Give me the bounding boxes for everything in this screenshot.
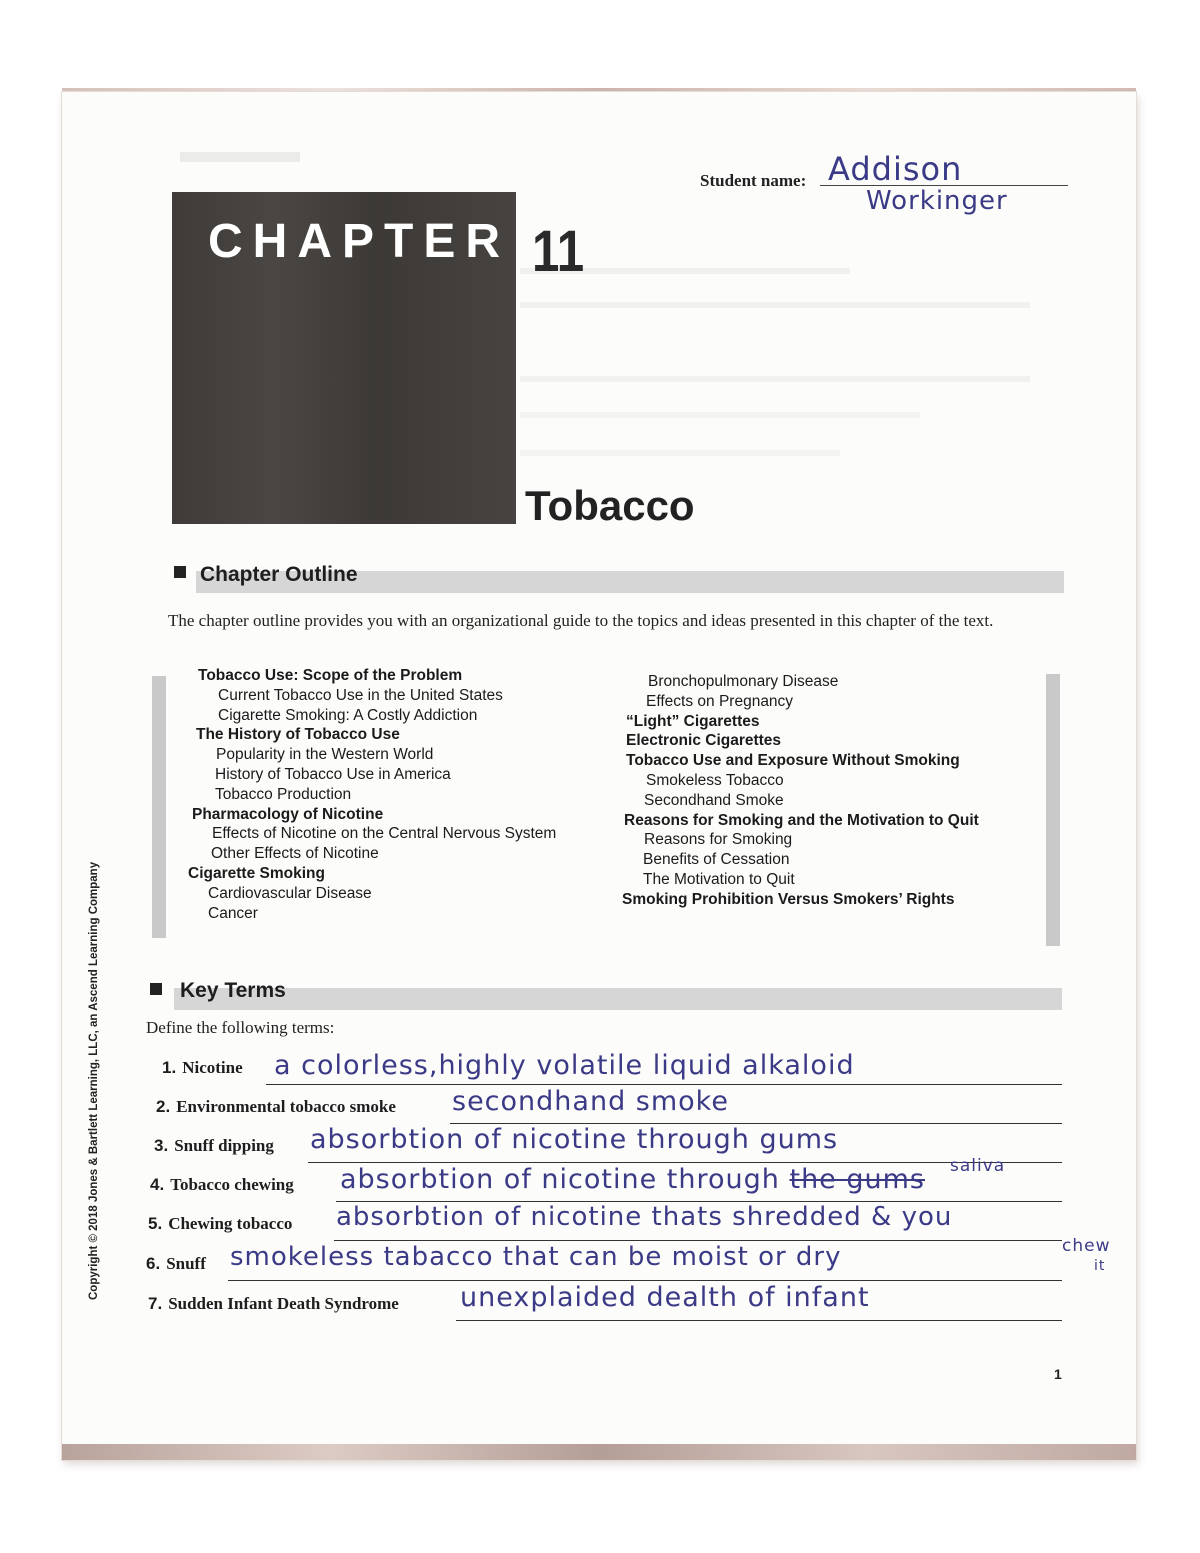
term-name: Snuff dipping bbox=[174, 1136, 274, 1155]
bleed-through bbox=[520, 302, 1030, 308]
term-number: 6. bbox=[146, 1254, 161, 1273]
bleed-through bbox=[520, 412, 920, 418]
answer-line bbox=[308, 1162, 1062, 1163]
outline-subitem: Smokeless Tobacco bbox=[646, 772, 784, 789]
term-label bbox=[150, 1175, 294, 1195]
chapter-number: 11 bbox=[532, 219, 585, 284]
term-name: Tobacco chewing bbox=[170, 1175, 294, 1194]
outline-subitem: Cancer bbox=[208, 904, 258, 922]
chapter-title: Tobacco bbox=[525, 482, 695, 529]
term-label bbox=[148, 1214, 292, 1234]
outline-heading-item: The History of Tobacco Use bbox=[196, 726, 400, 744]
term-answer-text: absorbtion of nicotine through bbox=[340, 1164, 780, 1195]
outline-subitem: Current Tobacco Use in the United States bbox=[218, 686, 503, 704]
student-name-first[interactable]: Addison bbox=[828, 150, 963, 188]
outline-subitem: The Motivation to Quit bbox=[643, 871, 795, 888]
key-terms-instruction: Define the following terms: bbox=[146, 1018, 335, 1037]
outline-subitem: History of Tobacco Use in America bbox=[215, 766, 451, 783]
term-answer[interactable]: unexplaided dealth of infant bbox=[460, 1282, 870, 1313]
struck-out-text: the gums bbox=[789, 1164, 925, 1195]
term-name: Chewing tobacco bbox=[168, 1214, 293, 1233]
answer-line bbox=[456, 1320, 1062, 1321]
term-answer[interactable]: absorbtion of nicotine through gums bbox=[310, 1124, 839, 1155]
outline-subitem: Tobacco Production bbox=[215, 785, 352, 803]
outline-intro: The chapter outline provides you with an organizational guide to the topics and ideas presented in this chapter of the text. bbox=[168, 611, 994, 630]
term-number: 3. bbox=[154, 1136, 169, 1155]
section-bullet-icon bbox=[150, 983, 162, 995]
outline-subitem: Benefits of Cessation bbox=[643, 851, 790, 869]
term-number: 1. bbox=[162, 1058, 177, 1077]
term-name: Snuff bbox=[166, 1254, 206, 1273]
term-name: Sudden Infant Death Syndrome bbox=[168, 1294, 399, 1313]
outline-heading-item: Tobacco Use: Scope of the Problem bbox=[198, 667, 463, 684]
outline-subitem: Popularity in the Western World bbox=[216, 746, 434, 764]
inserted-word: saliva bbox=[950, 1156, 1006, 1176]
bleed-through bbox=[520, 450, 840, 456]
answer-line bbox=[228, 1280, 1062, 1281]
term-answer[interactable]: a colorless,highly volatile liquid alkaloid bbox=[274, 1050, 855, 1081]
answer-line bbox=[266, 1084, 1062, 1085]
outline-heading-item: “Light” Cigarettes bbox=[626, 712, 760, 730]
outline-heading-item: Pharmacology of Nicotine bbox=[192, 805, 384, 823]
key-terms-heading: Key Terms bbox=[180, 979, 286, 1002]
outline-heading-item: Tobacco Use and Exposure Without Smoking bbox=[626, 752, 960, 770]
term-answer[interactable] bbox=[340, 1164, 925, 1195]
section-bullet-icon bbox=[174, 566, 186, 578]
outline-heading-item: Cigarette Smoking bbox=[188, 865, 325, 882]
outline-subitem: Cardiovascular Disease bbox=[208, 884, 372, 902]
bleed-through bbox=[520, 376, 1030, 382]
term-label bbox=[156, 1097, 396, 1117]
student-name-last[interactable]: Workinger bbox=[866, 186, 1008, 216]
term-number: 2. bbox=[156, 1097, 171, 1116]
outline-heading-item: Smoking Prohibition Versus Smokers’ Rights bbox=[622, 890, 955, 908]
term-number: 4. bbox=[150, 1175, 165, 1194]
outline-subitem: Cigarette Smoking: A Costly Addiction bbox=[218, 706, 478, 724]
term-number: 7. bbox=[148, 1294, 163, 1313]
outline-subitem: Effects of Nicotine on the Central Nervous System bbox=[212, 825, 557, 843]
term-answer[interactable]: absorbtion of nicotine thats shredded & you bbox=[336, 1202, 953, 1232]
term-label bbox=[154, 1136, 274, 1156]
bleed-through bbox=[180, 152, 300, 162]
term-label bbox=[148, 1294, 399, 1314]
chapter-word: CHAPTER bbox=[208, 215, 511, 268]
outline-frame-left bbox=[152, 676, 166, 938]
margin-note: chew bbox=[1062, 1236, 1111, 1256]
term-name: Environmental tobacco smoke bbox=[176, 1097, 396, 1116]
term-answer[interactable]: smokeless tabacco that can be moist or dry bbox=[230, 1242, 842, 1272]
term-name: Nicotine bbox=[182, 1058, 243, 1077]
key-terms-heading-bar bbox=[174, 988, 1062, 1010]
outline-subitem: Bronchopulmonary Disease bbox=[648, 673, 839, 690]
term-number: 5. bbox=[148, 1214, 163, 1233]
outline-heading-item: Reasons for Smoking and the Motivation to Quit bbox=[624, 811, 979, 829]
student-name-label: Student name: bbox=[700, 171, 807, 190]
outline-subitem: Effects on Pregnancy bbox=[646, 692, 794, 710]
outline-frame-right bbox=[1046, 674, 1060, 946]
outline-subitem: Other Effects of Nicotine bbox=[211, 845, 379, 863]
term-label bbox=[162, 1058, 243, 1078]
margin-note: it bbox=[1094, 1258, 1106, 1274]
outline-subitem: Secondhand Smoke bbox=[644, 791, 784, 809]
page-number: 1 bbox=[1054, 1366, 1062, 1382]
paper-bottom-edge bbox=[62, 1444, 1136, 1460]
answer-line bbox=[334, 1240, 1062, 1241]
outline-heading: Chapter Outline bbox=[200, 563, 358, 586]
outline-heading-item: Electronic Cigarettes bbox=[626, 732, 782, 750]
outline-subitem: Reasons for Smoking bbox=[644, 831, 793, 849]
term-label bbox=[146, 1254, 206, 1274]
copyright-notice: Copyright © 2018 Jones & Bartlett Learning, LLC, an Ascend Learning Company bbox=[88, 861, 100, 1300]
term-answer[interactable]: secondhand smoke bbox=[452, 1086, 729, 1117]
